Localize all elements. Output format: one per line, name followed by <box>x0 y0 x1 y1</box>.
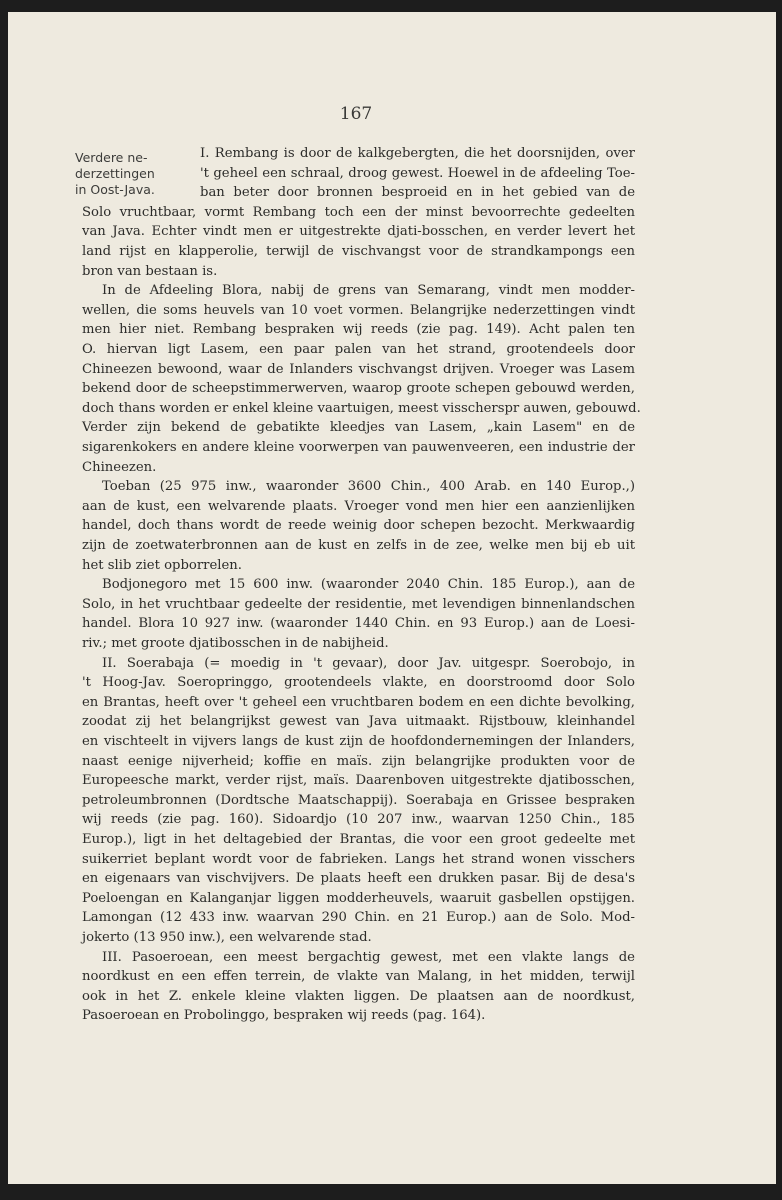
text-line: handel. Blora 10 927 inw. (waaronder 1440 Chin. en 93 Europ.) aan de Loesi- <box>82 616 635 632</box>
text-line: Lamongan (12 433 inw. waarvan 290 Chin. en 21 Europ.) aan de Solo. Mod- <box>82 910 635 926</box>
margin-note-line: derzettingen <box>75 166 155 181</box>
text-line: riv.; met groote djatibosschen in de nabijheid. <box>82 636 389 651</box>
text-line: II. Soerabaja (= moedig in 't gevaar), door Jav. uitgespr. Soerobojo, in <box>102 655 635 671</box>
text-line: wellen, die soms heuvels van 10 voet vormen. Belangrijke nederzettingen vindt <box>82 302 635 318</box>
text-line: zoodat zij het belangrijkst gewest van Java uitmaakt. Rijstbouw, kleinhandel <box>82 714 635 730</box>
text-line: III. Pasoeroean, een meest bergachtig gewest, met een vlakte langs de <box>102 949 635 965</box>
text-line: In de Afdeeling Blora, nabij de grens van Semarang, vindt men modder- <box>102 283 635 299</box>
text-line: bekend door de scheepstimmerwerven, waarop groote schepen gebouwd werden, <box>82 381 635 397</box>
text-line: en eigenaars van vischvijvers. De plaats heeft een drukken pasar. Bij de desa's <box>82 871 635 887</box>
text-line: doch thans worden er enkel kleine vaartuigen, meest visscherspr auwen, gebouwd. <box>82 400 641 416</box>
text-line: Toeban (25 975 inw., waaronder 3600 Chin., 400 Arab. en 140 Europ.,) <box>102 479 635 495</box>
text-line: van Java. Echter vindt men er uitgestrekte djati-bosschen, en verder levert het <box>82 224 635 240</box>
margin-note-line: Verdere ne- <box>75 150 148 165</box>
text-line: Chineezen. <box>82 459 157 475</box>
page-number: 167 <box>339 104 373 124</box>
text-line: I. Rembang is door de kalkgebergten, die het doorsnijden, over <box>200 146 635 161</box>
text-line: 't geheel een schraal, droog gewest. Hoewel in de afdeeling Toe- <box>200 165 635 181</box>
text-line: en vischteelt in vijvers langs de kust zijn de hoofdondernemingen der Inlanders, <box>82 734 635 749</box>
margin-note-line: in Oost-Java. <box>75 182 155 197</box>
text-line: jokerto (13 950 inw.), een welvarende stad. <box>82 930 372 945</box>
text-line: 't Hoog-Jav. Soeropringgo, grootendeels vlakte, en doorstroomd door Solo <box>82 675 635 691</box>
text-line: aan de kust, een welvarende plaats. Vroeger vond men hier een aanzienlijken <box>82 498 635 514</box>
text-line: men hier niet. Rembang bespraken wij reeds (zie pag. 149). Acht palen ten <box>82 322 635 338</box>
text-line: petroleumbronnen (Dordtsche Maatschappij). Soerabaja en Grissee bespraken <box>82 792 635 808</box>
text-line: zijn de zoetwaterbronnen aan de kust en zelfs in de zee, welke men bij eb uit <box>82 538 635 553</box>
text-line: Solo vruchtbaar, vormt Rembang toch een der minst bevoorrechte gedeelten <box>82 204 635 220</box>
text-line: naast eenige nijverheid; koffie en maïs. zijn belangrijke produkten voor de <box>82 753 635 769</box>
text-line: ban beter door bronnen besproeid en in het gebied van de <box>200 185 635 201</box>
text-line: suikerriet beplant wordt voor de fabrieken. Langs het strand wonen visschers <box>82 851 635 867</box>
text-line: het slib ziet opborrelen. <box>82 557 242 573</box>
text-line: Europeesche markt, verder rijst, maïs. Daarenboven uitgestrekte djatibosschen, <box>82 773 635 789</box>
text-line: handel, doch thans wordt de reede weinig door schepen bezocht. Merkwaardig <box>82 518 635 534</box>
margin-note <box>75 150 175 198</box>
text-line: Solo, in het vruchtbaar gedeelte der residentie, met levendigen binnenlandschen <box>82 596 635 612</box>
text-line: Chineezen bewoond, waar de Inlanders vischvangst drijven. Vroeger was Lasem <box>82 361 635 377</box>
text-line: Europ.), ligt in het deltagebied der Brantas, die voor een groot gedeelte met <box>82 832 635 847</box>
text-line: Bodjonegoro met 15 600 inw. (waaronder 2040 Chin. 185 Europ.), aan de <box>102 577 635 593</box>
text-line: sigarenkokers en andere kleine voorwerpen van pauwenveeren, een industrie der <box>82 440 635 455</box>
text-line: ook in het Z. enkele kleine vlakten liggen. De plaatsen aan de noordkust, <box>82 988 635 1004</box>
text-line: O. hiervan ligt Lasem, een paar palen van het strand, grootendeels door <box>82 342 635 357</box>
text-line: Verder zijn bekend de gebatikte kleedjes van Lasem, „kain Lasem" en de <box>82 420 635 436</box>
text-line: wij reeds (zie pag. 160). Sidoardjo (10 207 inw., waarvan 1250 Chin., 185 <box>82 812 635 828</box>
text-line: Poeloengan en Kalanganjar liggen modderheuvels, waaruit gasbellen opstijgen. <box>82 890 635 906</box>
text-line: bron van bestaan is. <box>82 263 218 279</box>
text-line: en Brantas, heeft over 't geheel een vruchtbaren bodem en een dichte bevolking, <box>82 694 635 710</box>
text-line: Pasoeroean en Probolinggo, bespraken wij reeds (pag. 164). <box>82 1008 486 1024</box>
text-line: land rijst en klapperolie, terwijl de vischvangst voor de strandkampongs een <box>82 244 635 259</box>
text-line: noordkust en een effen terrein, de vlakte van Malang, in het midden, terwijl <box>82 969 635 985</box>
